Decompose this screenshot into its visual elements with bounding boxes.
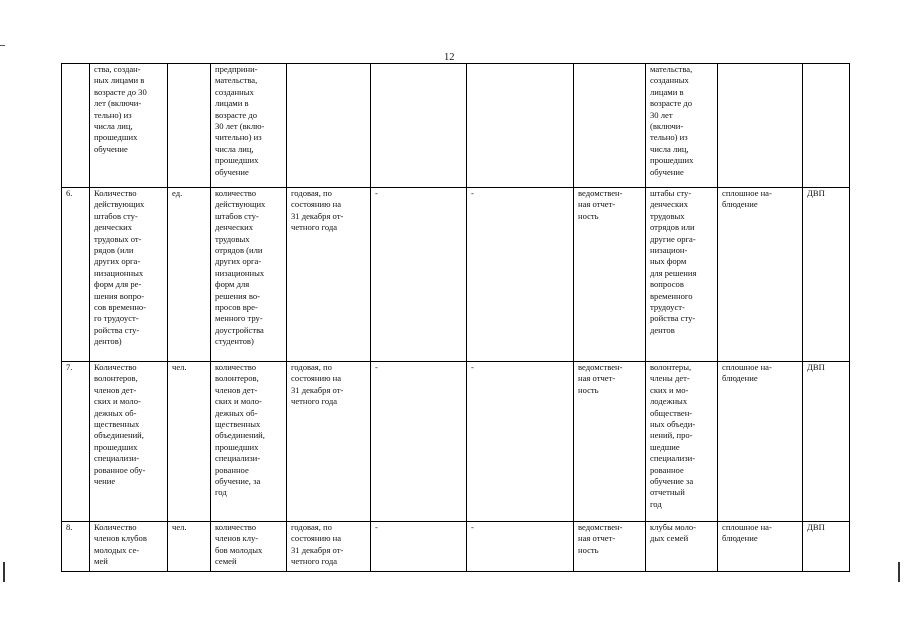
cell-column-5 bbox=[371, 64, 467, 188]
cell-column-6 bbox=[467, 64, 574, 188]
cell-data-source: ведомствен- ная отчет- ность bbox=[574, 188, 646, 362]
cell-row-number: 7. bbox=[62, 362, 90, 522]
cell-unit bbox=[168, 64, 211, 188]
indicators-table bbox=[61, 63, 850, 572]
scan-binding-mark-left bbox=[3, 562, 5, 582]
cell-indicator-description: предприни- мательства, созданных лицами в возрасте до 30 лет (вклю- чительно) из числа лиц, прошедших обучение bbox=[211, 64, 287, 188]
cell-breakdown: мательства, созданных лицами в возрасте до 30 лет (включи- тельно) из числа лиц, прошедших обучение bbox=[646, 64, 718, 188]
cell-row-number: 8. bbox=[62, 522, 90, 572]
cell-indicator-name: Количество действующих штабов сту- денческих трудовых от- рядов (или других орга- низационных форм для ре- шения вопро- сов временно- го трудоуст- ройства сту- дентов) bbox=[90, 188, 168, 362]
cell-data-source: ведомствен- ная отчет- ность bbox=[574, 522, 646, 572]
cell-breakdown: штабы сту- денческих трудовых отрядов или другие орга- низацион- ных форм для решения вопросов временного трудоуст- ройства сту- дентов bbox=[646, 188, 718, 362]
page-number: 12 bbox=[444, 52, 455, 63]
cell-unit: ед. bbox=[168, 188, 211, 362]
table-row bbox=[62, 64, 850, 188]
cell-responsible: ДВП bbox=[803, 522, 850, 572]
cell-breakdown: волонтеры, члены дет- ских и мо- лодежных обществен- ных объеди- нений, про- шедшие специализи- рованное обучение за отчетный год bbox=[646, 362, 718, 522]
cell-responsible: ДВП bbox=[803, 362, 850, 522]
cell-indicator-description: количество действующих штабов сту- денческих трудовых отрядов (или других орга- низационных форм для решения во- просов вре- менного тру- доустройства студентов) bbox=[211, 188, 287, 362]
cell-periodicity bbox=[287, 64, 371, 188]
cell-indicator-name: Количество членов клубов молодых се- мей bbox=[90, 522, 168, 572]
cell-column-5: - bbox=[371, 188, 467, 362]
cell-breakdown: клубы моло- дых семей bbox=[646, 522, 718, 572]
cell-unit: чел. bbox=[168, 362, 211, 522]
cell-periodicity: годовая, по состоянию на 31 декабря от- четного года bbox=[287, 188, 371, 362]
cell-column-5: - bbox=[371, 362, 467, 522]
cell-indicator-name: ства, создан- ных лицами в возрасте до 30 лет (включи- тельно) из числа лиц, прошедших обучение bbox=[90, 64, 168, 188]
cell-column-6: - bbox=[467, 188, 574, 362]
cell-data-source: ведомствен- ная отчет- ность bbox=[574, 362, 646, 522]
cell-row-number bbox=[62, 64, 90, 188]
cell-row-number: 6. bbox=[62, 188, 90, 362]
table-row bbox=[62, 522, 850, 572]
cell-unit: чел. bbox=[168, 522, 211, 572]
cell-observation-method: сплошное на- блюдение bbox=[718, 188, 803, 362]
cell-periodicity: годовая, по состоянию на 31 декабря от- четного года bbox=[287, 362, 371, 522]
table-row bbox=[62, 362, 850, 522]
cell-observation-method: сплошное на- блюдение bbox=[718, 522, 803, 572]
cell-responsible: ДВП bbox=[803, 188, 850, 362]
cell-indicator-description: количество членов клу- бов молодых семей bbox=[211, 522, 287, 572]
table-row bbox=[62, 188, 850, 362]
cell-observation-method bbox=[718, 64, 803, 188]
cell-indicator-name: Количество волонтеров, членов дет- ских и моло- дежных об- щественных объединений, прошедших специализи- рованное обу- чение bbox=[90, 362, 168, 522]
cell-periodicity: годовая, по состоянию на 31 декабря от- четного года bbox=[287, 522, 371, 572]
scan-edge-mark bbox=[0, 45, 5, 46]
cell-indicator-description: количество волонтеров, членов дет- ских и моло- дежных об- щественных объединений, прошедших специализи- рованное обучение, за год bbox=[211, 362, 287, 522]
cell-column-6: - bbox=[467, 522, 574, 572]
cell-data-source bbox=[574, 64, 646, 188]
cell-observation-method: сплошное на- блюдение bbox=[718, 362, 803, 522]
scan-binding-mark-right bbox=[898, 562, 900, 582]
cell-column-6: - bbox=[467, 362, 574, 522]
cell-responsible bbox=[803, 64, 850, 188]
cell-column-5: - bbox=[371, 522, 467, 572]
